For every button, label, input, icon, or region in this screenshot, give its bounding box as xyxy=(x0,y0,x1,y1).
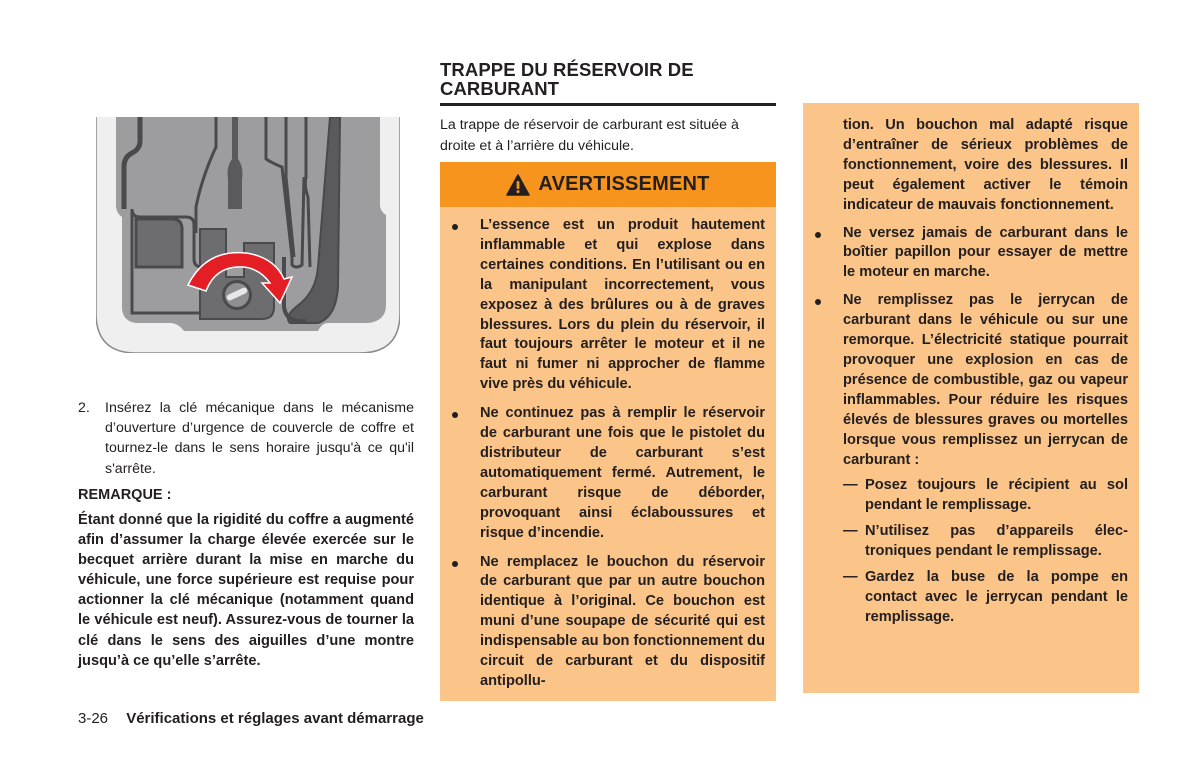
sub-item xyxy=(843,522,1128,562)
warning-item xyxy=(440,216,776,395)
jerrycan-precautions-list xyxy=(843,476,1128,627)
heading-divider xyxy=(440,103,776,106)
warning-header xyxy=(440,162,776,207)
warning-list xyxy=(440,207,776,692)
warning-item-text: Ne versez jamais de carburant dans le boîtier papillon pour essayer de mettre le moteur en marche. xyxy=(843,224,1128,281)
page-footer xyxy=(78,710,424,727)
warning-continuation-text: tion. Un bouchon mal adapté risque d’entraîner de sérieux problèmes de fonctionnement, voire des blessures. Il peut également activer le témoin indicateur de mauvais fonctionnement. xyxy=(843,117,1128,213)
warning-item-text: L’essence est un produit hautement inflammable et qui explose dans certaines conditions. En l’utilisant ou en la manipulant incorrectement, vous exposez à des brûlures ou à de graves blessures. Lors du plein du réservoir, il faut toujours arrêter le moteur et il ne faut ni fumer ni approcher de flamme vive près du véhicule. xyxy=(480,217,765,393)
sub-item-text: N’utilisez pas d’appareils électroniques pendant le remplissage. xyxy=(865,523,1128,560)
trunk-emergency-release-illustration xyxy=(96,117,400,353)
warning-label: AVERTISSEMENT xyxy=(538,173,710,195)
dash-bullet-icon: — xyxy=(843,477,858,494)
intro-paragraph: La trappe de réservoir de carburant est située à droite et à l’arrière du véhicule. xyxy=(440,117,739,154)
warning-item-text: Ne remplacez le bouchon du réservoir de carburant que par un autre bouchon identique à l’original. Ce bouchon est muni d’une soupape de sécurité qui est indispensable au bon fonctionnement du circuit de carburant et du dispositif antipollu- xyxy=(480,553,765,689)
instruction-step-2 xyxy=(78,398,414,479)
page-number: 3-26 xyxy=(78,710,109,727)
warning-item xyxy=(440,553,776,692)
bullet-icon xyxy=(452,561,458,567)
dash-bullet-icon: — xyxy=(843,523,858,540)
sub-item-text: Gardez la buse de la pompe en contact avec le jerrycan pendant le remplissage. xyxy=(865,569,1128,625)
step-text: Insérez la clé mécanique dans le mécanisme d’ouverture d’urgence de couvercle de coffre et tournez-le dans le sens horaire jusqu'à ce qu'il s'arrête. xyxy=(105,400,414,477)
bullet-icon xyxy=(452,224,458,230)
step-number: 2. xyxy=(78,400,90,416)
warning-box-continued xyxy=(803,103,1139,693)
sub-item xyxy=(843,568,1128,628)
bullet-icon xyxy=(452,412,458,418)
dash-bullet-icon: — xyxy=(843,569,858,586)
section-heading: TRAPPE DU RÉSERVOIR DE CARBURANT xyxy=(440,59,694,99)
bullet-icon xyxy=(815,232,821,238)
sub-item-text: Posez toujours le récipient au sol pendant le remplissage. xyxy=(865,477,1128,514)
warning-item xyxy=(440,404,776,543)
trunk-lock-diagram-icon xyxy=(96,117,400,353)
warning-item-text: Ne continuez pas à remplir le réservoir de carburant une fois que le pistolet du distributeur de carburant s’est automatiquement fermé. Autrement, le carburant risque de déborder, provoquant ainsi éclaboussures et risque d’incendie. xyxy=(480,405,765,541)
warning-box xyxy=(440,162,776,701)
warning-item-text: Ne remplissez pas le jerrycan de carburant dans le véhicule ou sur une remorque. L’électricité statique pourrait provoquer une explosion en cas de présence de combustible, gaz ou vapeur inflammables. Pour réduire les risques élevés de blessures graves ou mortelles lorsque vous remplissez un jerrycan de carburant : xyxy=(843,292,1128,468)
warning-list-continued xyxy=(803,216,1139,628)
note-heading: REMARQUE : xyxy=(78,487,172,503)
bullet-icon xyxy=(815,299,821,305)
sub-item xyxy=(843,476,1128,516)
warning-item xyxy=(803,291,1139,628)
warning-item xyxy=(803,224,1139,284)
note-body: Étant donné que la rigidité du coffre a augmenté afin d’assumer la charge élevée exercée sur le becquet arrière durant la mise en marche du véhicule, une force supérieure est requise pour actionner la clé mécanique (notamment quand le véhicule est neuf). Assurez-vous de tourner la clé dans le sens des aiguilles d’une montre jusqu’à ce qu’elle s’arrête. xyxy=(78,512,414,669)
section-title: Vérifications et réglages avant démarrage xyxy=(126,710,424,727)
warning-triangle-icon xyxy=(506,174,530,196)
